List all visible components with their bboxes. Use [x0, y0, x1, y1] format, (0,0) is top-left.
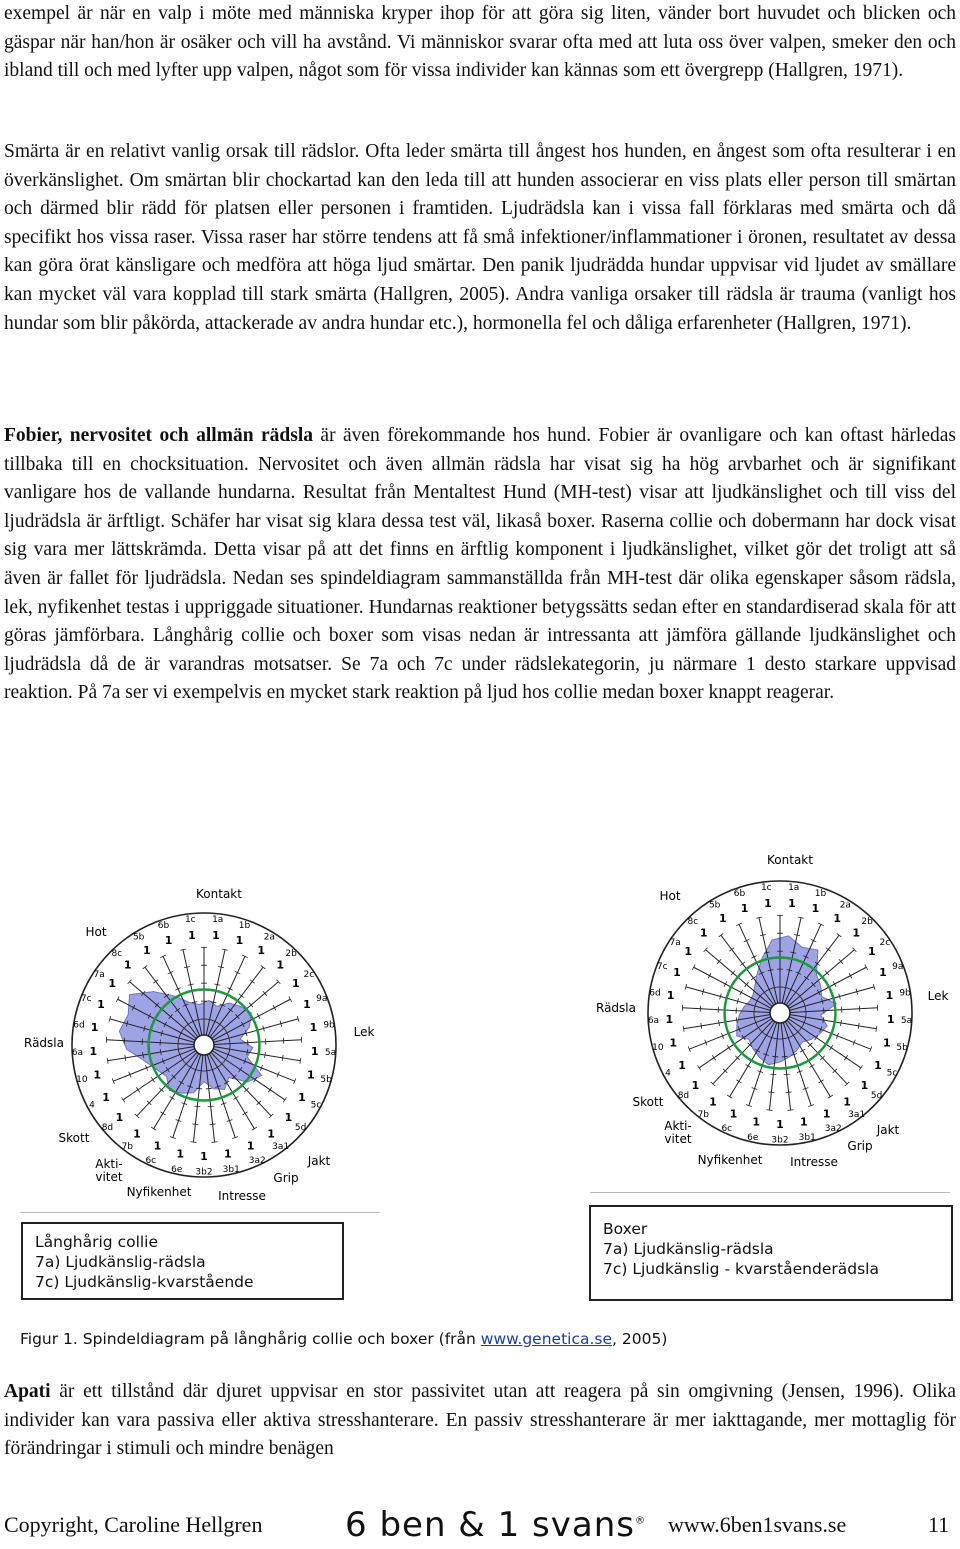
genetica-link[interactable]: www.genetica.se	[480, 1330, 613, 1348]
caption-collie-7c: 7c) Ljudkänslig-kvarstående	[35, 1273, 254, 1291]
tick	[719, 1020, 720, 1026]
spoke-label: 6b	[733, 888, 746, 899]
cell-value: 1	[709, 1095, 717, 1109]
spoke-label: 3a1	[848, 1109, 866, 1120]
spider-diagram-collie	[14, 880, 384, 1215]
cell-value: 1	[833, 911, 841, 925]
tick	[190, 1142, 196, 1143]
category-label-lek: Lek	[927, 989, 949, 1003]
caption-boxer-7a: 7a) Ljudkänslig-rädsla	[603, 1240, 774, 1258]
spoke-label: 6b	[157, 920, 170, 931]
spider-diagram-boxer	[590, 848, 960, 1183]
tick	[212, 1142, 218, 1143]
tick	[697, 1065, 700, 1070]
tick	[252, 1127, 257, 1130]
cell-value: 1	[788, 896, 796, 910]
tick	[243, 1112, 248, 1115]
category-label-radsla: Rädsla	[24, 1036, 64, 1050]
spoke-label: 1a	[212, 915, 224, 926]
cell-value: 1	[879, 965, 887, 979]
category-label-kontakt: Kontakt	[767, 853, 813, 867]
cell-value: 1	[188, 928, 196, 942]
spoke-label: 5a	[324, 1047, 337, 1058]
category-label-skott: Skott	[58, 1131, 90, 1145]
cell-value: 1	[200, 1149, 208, 1163]
cell-value: 1	[729, 1107, 738, 1121]
cell-value: 1	[691, 1078, 700, 1092]
caption-boxer-title: Boxer	[603, 1220, 648, 1238]
spoke-label: 8d	[101, 1123, 114, 1134]
cell-value: 1	[764, 896, 772, 910]
spoke-label: 10	[652, 1042, 664, 1053]
cell-value: 1	[800, 1115, 808, 1129]
tick	[151, 1077, 154, 1082]
spoke-label: 3b2	[771, 1135, 789, 1146]
category-label-lek: Lek	[353, 1025, 375, 1039]
cell-value: 1	[699, 926, 708, 940]
cell-value: 1	[97, 997, 105, 1011]
spoke-label: 1c	[760, 883, 772, 894]
cell-value: 1	[867, 944, 876, 958]
cell-value: 1	[860, 1078, 869, 1092]
spoke-label: 8c	[111, 949, 123, 960]
cell-value: 1	[678, 1058, 686, 1072]
category-label-jakt: Jakt	[876, 1123, 900, 1137]
cell-value: 1	[883, 1036, 891, 1050]
paragraph-intro: exempel är när en valp i möte med människa kryper ihop för att göra sig liten, vänder bort huvudet och blicken och gäspar när han/hon är osäker och vill ha avstånd. Vi människor svarar ofta med att luta oss över valpen, smeker den och ibland till och med lyfter upp valpen, något som för vissa individer kan kännas som ett övergrepp (Hallgren, 1971).	[4, 3, 956, 82]
tick	[729, 948, 734, 952]
tick	[282, 1055, 283, 1061]
tick	[770, 1074, 776, 1075]
cell-value: 1	[776, 1117, 784, 1131]
tick	[233, 1096, 238, 1099]
spoke-label: 1b	[238, 920, 251, 931]
spoke-label: 9a	[316, 994, 328, 1005]
spider-chart-collie	[14, 880, 384, 1210]
tick	[268, 1087, 271, 1092]
spoke-label: 6e	[747, 1132, 759, 1143]
category-label-nyfikenhet: Nyfikenhet	[126, 1185, 192, 1199]
spider-chart-boxer	[590, 848, 960, 1178]
divider-left	[20, 1212, 380, 1213]
cell-value: 1	[267, 1127, 275, 1141]
tick	[151, 1127, 156, 1130]
category-label-hot: Hot	[85, 925, 107, 939]
tick	[125, 1055, 126, 1061]
spoke-label: 7c	[656, 962, 668, 973]
spoke-label: 6c	[721, 1124, 733, 1135]
spoke-label: 2a	[839, 900, 851, 911]
divider-right	[590, 1192, 950, 1193]
tick	[828, 1095, 833, 1098]
cell-value: 1	[885, 989, 894, 1003]
spoke-label: 5b	[132, 932, 145, 943]
tick	[786, 1092, 792, 1093]
footer-url: www.6ben1svans.se	[668, 1512, 847, 1537]
cell-value: 1	[246, 1139, 255, 1153]
spoke-label: 5c	[310, 1100, 322, 1111]
tick	[683, 1026, 684, 1032]
spoke-label: 6e	[171, 1164, 183, 1175]
tick	[746, 1064, 751, 1067]
cell-value: 1	[143, 943, 151, 957]
caption-box-collie	[21, 1222, 344, 1300]
category-label-aktivitet: Akti-vitet	[95, 1157, 123, 1184]
tick	[837, 933, 842, 937]
spoke-label: 8d	[677, 1091, 690, 1102]
category-label-intresse: Intresse	[218, 1189, 266, 1203]
category-label-skott: Skott	[632, 1095, 664, 1109]
spoke-label: 1b	[814, 888, 827, 899]
cell-value: 1	[164, 933, 173, 947]
tick	[250, 980, 255, 984]
cell-value: 1	[115, 1110, 124, 1124]
phobias-heading: Fobier, nervositet och allmän rädsla	[4, 425, 313, 446]
figure-caption-suffix: , 2005)	[612, 1330, 668, 1348]
caption-box-boxer	[589, 1205, 953, 1301]
tick	[727, 1045, 730, 1050]
cell-value: 1	[307, 1068, 315, 1082]
tick	[239, 994, 244, 998]
cell-value: 1	[752, 1115, 760, 1129]
tick	[718, 933, 723, 937]
tick	[206, 1088, 212, 1089]
spoke-label: 6a	[647, 1015, 660, 1026]
tick	[170, 1096, 175, 1099]
tick	[194, 1106, 200, 1107]
cell-value: 1	[822, 1107, 831, 1121]
tick	[736, 1080, 741, 1083]
category-label-aktivitet: Akti-vitet	[664, 1119, 692, 1146]
tick	[859, 1065, 862, 1070]
spoke-label: 5b	[896, 1042, 908, 1053]
spoke-label: 4	[89, 1100, 95, 1111]
caption-collie-7a: 7a) Ljudkänslig-rädsla	[35, 1253, 206, 1271]
category-label-grip: Grip	[847, 1139, 873, 1153]
cell-value: 1	[89, 1045, 98, 1059]
tick	[800, 1049, 805, 1052]
cell-value: 1	[153, 1139, 162, 1153]
caption-boxer-7c: 7c) Ljudkänslig - kvarståenderädsla	[603, 1260, 879, 1278]
cell-value: 1	[673, 965, 681, 979]
tick	[826, 948, 831, 952]
cell-value: 1	[133, 1127, 141, 1141]
spoke-label: 1a	[788, 883, 800, 894]
tick	[819, 1080, 824, 1083]
tick	[740, 962, 745, 966]
tick	[210, 1124, 216, 1125]
tick	[784, 1074, 790, 1075]
spoke-label: 2c	[303, 969, 315, 980]
tick	[300, 1058, 301, 1064]
tick	[727, 1095, 732, 1098]
cell-value: 1	[276, 958, 285, 972]
spoke-label: 3a2	[824, 1124, 842, 1135]
cell-value: 1	[224, 1147, 232, 1161]
cell-value: 1	[93, 1068, 101, 1082]
spoke-label: 4	[665, 1068, 671, 1079]
cell-value: 1	[176, 1147, 184, 1161]
phobias-text: är även förekommande hos hund. Fobier är ovanligare och kan oftast härledas tillbaka till en chocksituation. Nervositet och även allmän rädsla har visat sig ha hög arvbarhet och är signifikant vanligare hos de vallande hundarna. Resultat från Mentaltest Hund (MH-test) visar att ljudkänslighet och till viss del ljudrädsla är ärftligt. Schäfer har visat sig klara dessa test väl, likaså boxer. Raserna collie och dobermann har dock visat sig vara mer lättskrämda. Detta visar på att det finns en ärftlig komponent i ljudkänslighet, vilket gör det troligt att så även är fallet för ljudrädsla. Nedan ses spindeldiagram sammanställda från MH-test där olika egenskaper såsom rädsla, lek, nyfikenhet testas i uppriggade situationer. Hundarnas reaktioner betygssätts sedan efter en standardiserad skala för att göras jämförbara. Långhårig collie och boxer som visas nedan är intressanta att jämföra gällande ljudkänslighet och ljudrädsla då de är varandras motsatser. Se 7a och 7c under rädslekategorin, ju närmare 1 desto starkare uppvisad reaktion. På 7a ser vi exempelvis en mycket stark reaktion på ljud hos collie medan boxer knappt reagerar.	[4, 425, 956, 704]
cell-value: 1	[886, 1013, 895, 1027]
spoke-label: 1c	[184, 915, 196, 926]
spoke-label: 7a	[669, 937, 681, 948]
apathy-heading: Apati	[4, 1381, 51, 1402]
center-hub	[194, 1035, 214, 1055]
category-label-jakt: Jakt	[307, 1154, 331, 1168]
cell-value: 1	[684, 944, 693, 958]
category-label-nyfikenhet: Nyfikenhet	[697, 1153, 763, 1167]
cell-value: 1	[811, 901, 820, 915]
tick	[261, 965, 266, 969]
spoke-label: 2c	[879, 937, 891, 948]
tick	[829, 1045, 832, 1050]
paragraph-pain: Smärta är en relativt vanlig orsak till rädslor. Ofta leder smärta till ångest hos hunden, en ångest som ofta resulterar i en överkänslighet. Om smärtan blir chockartad kan den leda till att hunden associerar en viss plats eller person till smärtan och därmed blir rädd för platsen eller personen i framtiden. Ljudrädsla kan i vissa fall förklaras med smärta och då specifikt hos vissa raser. Vissa raser har större tendens att få små infektioner/inflammationer i öronen, resultatet av dessa kan göra örat känsligare och medföra att höga ljud smärtar. Den panik ljudrädda hundar uppvisar vid ljudet av smällare kan mycket väl vara kopplad till stark smärta (Hallgren, 2005). Andra vanliga orsaker till rädsla är trauma (vanligt hos hundar som blir påkörda, attackerade av andra hundar etc.), hormonella fel och dåliga erfarenheter (Hallgren, 1971).	[4, 141, 956, 334]
cell-value: 1	[90, 1021, 99, 1035]
tick	[136, 1087, 139, 1092]
page-number: 11	[928, 1512, 950, 1537]
spoke-label: 7b	[697, 1109, 710, 1120]
tick	[751, 976, 756, 980]
spoke-label: 3b2	[195, 1167, 213, 1178]
profile-area	[737, 936, 837, 1065]
footer-copyright: Copyright, Caroline Hellgren	[4, 1512, 263, 1537]
paragraph-phobias	[4, 422, 956, 708]
figure-caption	[20, 1330, 667, 1348]
tick	[121, 1097, 124, 1102]
spoke-label: 5d	[294, 1123, 307, 1134]
spoke-label: 9a	[892, 962, 904, 973]
figure-caption-text: Figur 1. Spindeldiagram på långhårig collie och boxer (från	[20, 1330, 481, 1348]
tick	[766, 1110, 772, 1111]
cell-value: 1	[874, 1058, 882, 1072]
cell-value: 1	[665, 1013, 674, 1027]
spoke-label: 3a1	[272, 1141, 290, 1152]
spoke-label: 2b	[285, 949, 297, 960]
spoke-label: 2b	[861, 917, 873, 928]
spoke-label: 3b1	[222, 1164, 240, 1175]
spoke-label: 5a	[900, 1015, 913, 1026]
cell-value: 1	[102, 1090, 110, 1104]
spoke-label: 2a	[263, 932, 275, 943]
tick	[153, 980, 158, 984]
tick	[192, 1124, 198, 1125]
tick	[844, 1055, 847, 1060]
cell-value: 1	[235, 933, 244, 947]
cell-value: 1	[257, 943, 265, 957]
tick	[701, 1023, 702, 1029]
cell-value: 1	[666, 989, 675, 1003]
cell-value: 1	[291, 976, 300, 990]
category-label-hot: Hot	[659, 889, 681, 903]
profile-area	[119, 992, 261, 1093]
cell-value: 1	[309, 1021, 318, 1035]
spoke-label: 6d	[73, 1020, 85, 1031]
spoke-label: 5d	[870, 1091, 883, 1102]
spoke-label: 7a	[93, 969, 105, 980]
cell-value: 1	[298, 1090, 306, 1104]
category-label-kontakt: Kontakt	[196, 887, 242, 901]
tick	[107, 1058, 108, 1064]
tick	[142, 965, 147, 969]
apathy-text: är ett tillstånd där djuret uppvisar en stor passivitet utan att reagera på sin omgivning (Jensen, 1996). Olika individer kan vara passiva eller aktiva stresshanterare. En passiv stresshanterare är mer iakttagande, mer mottaglig för förändringar i stimuli och mindre benägen	[4, 1381, 956, 1460]
tick	[736, 1017, 737, 1023]
spoke-label: 9b	[323, 1020, 335, 1031]
spoke-label: 6d	[649, 988, 661, 999]
spoke-label: 9b	[899, 988, 911, 999]
spoke-label: 5b	[708, 900, 721, 911]
cell-value: 1	[669, 1036, 677, 1050]
tick	[768, 1092, 774, 1093]
spoke-label: 3a2	[248, 1156, 266, 1167]
spoke-label: 3b1	[798, 1132, 816, 1143]
cell-value: 1	[852, 926, 861, 940]
category-label-grip: Grip	[273, 1171, 299, 1185]
spoke-label: 8c	[687, 917, 699, 928]
tick	[858, 1023, 859, 1029]
spoke-label: 7b	[121, 1141, 134, 1152]
spoke-label: 7c	[80, 994, 92, 1005]
spoke-label: 6c	[145, 1156, 157, 1167]
category-label-intresse: Intresse	[790, 1155, 838, 1169]
spoke-label: 10	[76, 1074, 88, 1085]
cell-value: 1	[212, 928, 220, 942]
caption-collie-title: Långhårig collie	[35, 1233, 159, 1251]
tick	[841, 1020, 842, 1026]
paragraph-apathy	[4, 1378, 956, 1464]
tick	[876, 1026, 877, 1032]
tick	[809, 1064, 814, 1067]
cell-value: 1	[740, 901, 749, 915]
tick	[208, 1106, 214, 1107]
footer-logo: 6 ben & 1 svans®	[345, 1505, 646, 1545]
tick	[283, 1097, 286, 1102]
tick	[265, 1052, 266, 1058]
logo-text: 6 ben & 1 svans	[345, 1505, 635, 1545]
center-hub	[770, 1003, 790, 1023]
cell-value: 1	[108, 976, 117, 990]
cell-value: 1	[303, 997, 311, 1011]
cell-value: 1	[719, 911, 727, 925]
category-label-radsla: Rädsla	[596, 1001, 636, 1015]
cell-value: 1	[284, 1110, 293, 1124]
cell-value: 1	[843, 1095, 851, 1109]
spoke-label: 6a	[71, 1047, 84, 1058]
cell-value: 1	[310, 1045, 319, 1059]
tick	[160, 1112, 165, 1115]
tick	[712, 1055, 715, 1060]
spoke-label: 5c	[886, 1068, 898, 1079]
tick	[788, 1110, 794, 1111]
spoke-label: 5b	[320, 1074, 332, 1085]
cell-value: 1	[123, 958, 132, 972]
